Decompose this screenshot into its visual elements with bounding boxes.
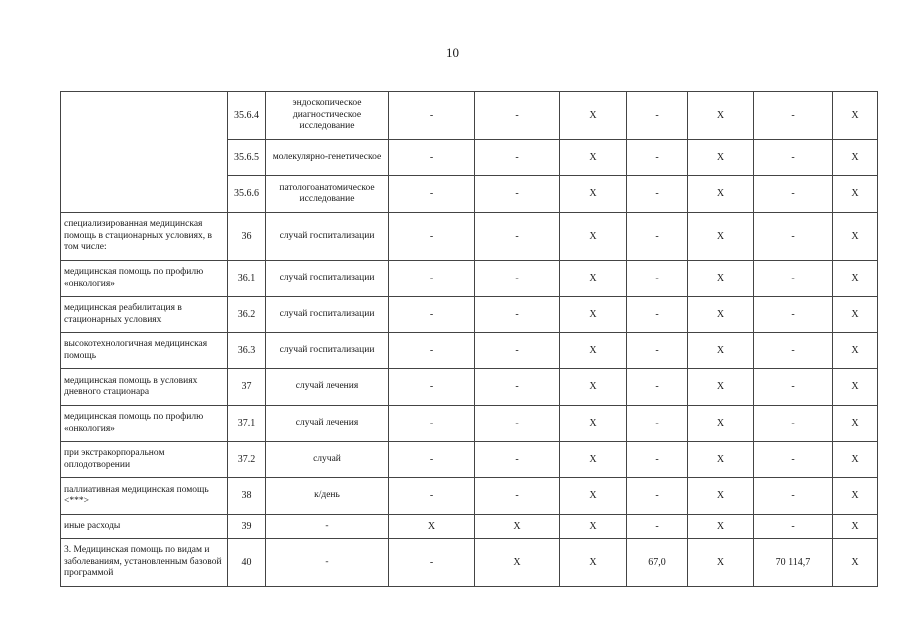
table-row <box>61 92 878 140</box>
value-cell: X <box>560 539 627 587</box>
value-cell: - <box>754 213 833 261</box>
value-cell: - <box>389 539 475 587</box>
table-row <box>61 333 878 369</box>
value-cell: X <box>688 539 754 587</box>
value-cell: - <box>389 176 475 213</box>
row-number: 37.1 <box>228 406 266 442</box>
value-cell: X <box>833 478 878 515</box>
table-row <box>61 213 878 261</box>
row-unit: - <box>266 515 389 539</box>
row-unit: молекулярно-генетическое <box>266 140 389 176</box>
value-cell: - <box>754 406 833 442</box>
value-cell: - <box>475 140 560 176</box>
value-cell: - <box>627 406 688 442</box>
row-name: медицинская реабилитация в стационарных условиях <box>61 297 228 333</box>
value-cell: X <box>389 515 475 539</box>
table-row <box>61 369 878 406</box>
value-cell: - <box>475 369 560 406</box>
row-number: 35.6.6 <box>228 176 266 213</box>
value-cell: X <box>688 406 754 442</box>
value-cell: X <box>560 478 627 515</box>
table-row <box>61 515 878 539</box>
row-number: 36.1 <box>228 261 266 297</box>
table-row <box>61 406 878 442</box>
value-cell: X <box>688 515 754 539</box>
value-cell: X <box>688 369 754 406</box>
row-number: 36.3 <box>228 333 266 369</box>
row-number: 38 <box>228 478 266 515</box>
value-cell: - <box>475 297 560 333</box>
value-cell: - <box>627 140 688 176</box>
row-unit: случай лечения <box>266 406 389 442</box>
row-name: при экстракорпоральном оплодотворении <box>61 442 228 478</box>
row-number: 39 <box>228 515 266 539</box>
value-cell: X <box>688 92 754 140</box>
value-cell: X <box>833 539 878 587</box>
row-number: 37 <box>228 369 266 406</box>
value-cell: X <box>688 213 754 261</box>
row-name: 3. Медицинская помощь по видам и заболеваниям, установленным базовой программой <box>61 539 228 587</box>
value-cell: X <box>833 515 878 539</box>
row-number: 37.2 <box>228 442 266 478</box>
value-cell: X <box>475 515 560 539</box>
value-cell: X <box>833 442 878 478</box>
table-row <box>61 442 878 478</box>
value-cell: - <box>389 297 475 333</box>
value-cell: - <box>754 176 833 213</box>
value-cell: - <box>627 515 688 539</box>
table-row <box>61 297 878 333</box>
value-cell: X <box>833 297 878 333</box>
value-cell: X <box>560 297 627 333</box>
value-cell: X <box>833 213 878 261</box>
row-unit: случай <box>266 442 389 478</box>
value-cell: X <box>560 261 627 297</box>
row-unit: патологоанатомическое исследование <box>266 176 389 213</box>
value-cell: X <box>688 176 754 213</box>
value-cell: - <box>389 369 475 406</box>
row-unit: случай госпитализации <box>266 213 389 261</box>
table-row <box>61 261 878 297</box>
tariff-table <box>60 91 878 587</box>
value-cell: X <box>560 442 627 478</box>
value-cell: - <box>754 140 833 176</box>
row-unit: случай госпитализации <box>266 261 389 297</box>
value-cell: - <box>754 442 833 478</box>
value-cell: - <box>389 333 475 369</box>
value-cell: X <box>560 92 627 140</box>
value-cell: - <box>627 369 688 406</box>
value-cell: - <box>389 406 475 442</box>
value-cell: - <box>389 442 475 478</box>
value-cell: - <box>627 297 688 333</box>
row-name: медицинская помощь в условиях дневного стационара <box>61 369 228 406</box>
value-cell: X <box>688 442 754 478</box>
table-row <box>61 539 878 587</box>
value-cell: - <box>389 92 475 140</box>
value-cell: X <box>560 406 627 442</box>
row-unit: эндоскопическое диагностическое исследование <box>266 92 389 140</box>
value-cell: X <box>688 140 754 176</box>
row-unit: к/день <box>266 478 389 515</box>
value-cell: - <box>627 442 688 478</box>
row-name: медицинская помощь по профилю «онкология» <box>61 261 228 297</box>
value-cell: X <box>833 261 878 297</box>
value-cell: X <box>688 261 754 297</box>
value-cell: 67,0 <box>627 539 688 587</box>
page-number: 10 <box>446 45 459 60</box>
row-name: высокотехнологичная медицинская помощь <box>61 333 228 369</box>
value-cell: 70 114,7 <box>754 539 833 587</box>
value-cell: X <box>560 515 627 539</box>
row-unit: - <box>266 539 389 587</box>
row-unit: случай лечения <box>266 369 389 406</box>
row-name: медицинская помощь по профилю «онкология» <box>61 406 228 442</box>
value-cell: - <box>754 515 833 539</box>
row-number: 36 <box>228 213 266 261</box>
value-cell: - <box>627 176 688 213</box>
row-unit: случай госпитализации <box>266 333 389 369</box>
value-cell: X <box>833 369 878 406</box>
value-cell: X <box>560 333 627 369</box>
value-cell: - <box>754 478 833 515</box>
row-unit: случай госпитализации <box>266 297 389 333</box>
row-number: 36.2 <box>228 297 266 333</box>
row-name: паллиативная медицинская помощь <***> <box>61 478 228 515</box>
value-cell: - <box>754 333 833 369</box>
value-cell: X <box>560 176 627 213</box>
value-cell: - <box>627 92 688 140</box>
value-cell: X <box>560 140 627 176</box>
value-cell: - <box>475 92 560 140</box>
value-cell: X <box>688 297 754 333</box>
value-cell: - <box>627 213 688 261</box>
value-cell: X <box>688 333 754 369</box>
row-name: специализированная медицинская помощь в стационарных условиях, в том числе: <box>61 213 228 261</box>
value-cell: X <box>560 369 627 406</box>
value-cell: - <box>627 261 688 297</box>
value-cell: X <box>833 406 878 442</box>
value-cell: - <box>389 213 475 261</box>
row-number: 35.6.5 <box>228 140 266 176</box>
table-row <box>61 478 878 515</box>
value-cell: - <box>754 369 833 406</box>
row-number: 40 <box>228 539 266 587</box>
value-cell: - <box>754 92 833 140</box>
value-cell: - <box>475 406 560 442</box>
value-cell: X <box>688 478 754 515</box>
value-cell: - <box>389 478 475 515</box>
value-cell: X <box>833 92 878 140</box>
value-cell: - <box>475 442 560 478</box>
row-number: 35.6.4 <box>228 92 266 140</box>
value-cell: - <box>627 478 688 515</box>
value-cell: X <box>560 213 627 261</box>
value-cell: - <box>475 478 560 515</box>
table-body <box>61 92 878 587</box>
row-name-merged <box>61 92 228 213</box>
value-cell: X <box>833 333 878 369</box>
value-cell: - <box>389 261 475 297</box>
value-cell: - <box>627 333 688 369</box>
value-cell: - <box>389 140 475 176</box>
value-cell: - <box>754 297 833 333</box>
value-cell: X <box>475 539 560 587</box>
value-cell: - <box>475 176 560 213</box>
value-cell: - <box>475 261 560 297</box>
row-name: иные расходы <box>61 515 228 539</box>
value-cell: - <box>475 213 560 261</box>
value-cell: X <box>833 140 878 176</box>
value-cell: X <box>833 176 878 213</box>
value-cell: - <box>754 261 833 297</box>
value-cell: - <box>475 333 560 369</box>
